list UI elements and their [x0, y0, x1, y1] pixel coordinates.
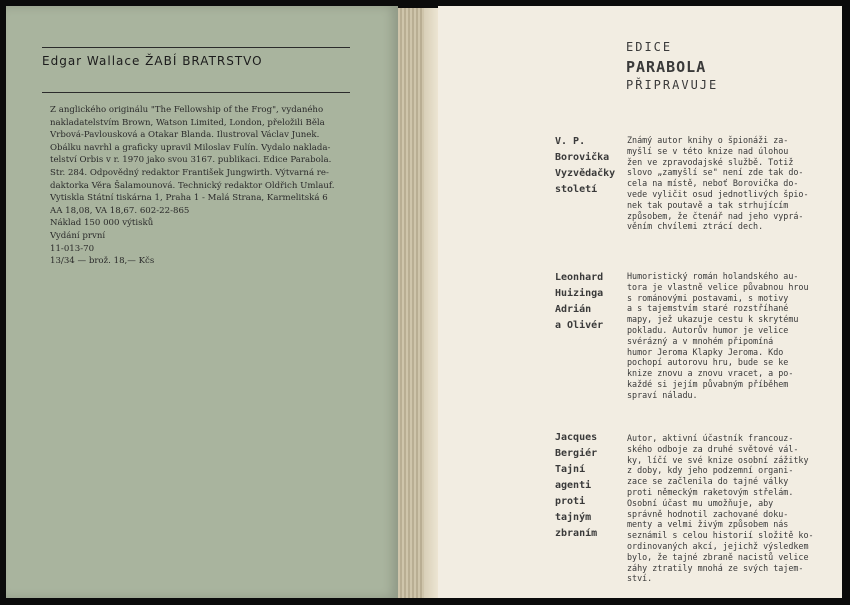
entry-desc-line: proti německým raketovým střelám.	[627, 486, 794, 497]
entry-title-line: proti	[555, 496, 586, 507]
pripravuje-label: PŘIPRAVUJE	[626, 78, 719, 92]
entry-desc-line: vede vyličit osud jednotlivých špio-	[627, 188, 809, 199]
entry-title-line: století	[555, 184, 598, 195]
imprint-line: Str. 284. Odpovědný redaktor František Jungwirth. Výtvarná re-	[50, 167, 329, 178]
imprint-line: Vydání první	[50, 230, 106, 241]
imprint-line: Vytiskla Státní tiskárna 1, Praha 1 - Malá Strana, Karmelitská 6	[50, 193, 328, 204]
entry-title-line: a Olivér	[555, 320, 604, 331]
entry-title-line: Jacques	[555, 432, 598, 443]
entry-desc-line: tora je vlastně velice půvabnou hrou	[627, 281, 809, 292]
entry-title-line: V. P.	[555, 136, 586, 147]
entry-desc-line: slovo „zamyšlí se" není zde tak do-	[627, 167, 804, 178]
entry-title-line: Bergiér	[555, 448, 598, 459]
entry-desc-line: svérázný a v mnohém připomíná	[627, 335, 774, 346]
entry-desc-line: Známý autor knihy o špionáži za-	[627, 135, 789, 145]
title-rule-top	[42, 47, 350, 48]
entry-title	[555, 134, 617, 198]
entry-desc-line: Osobní účast mu umožňuje, aby	[627, 497, 774, 508]
entry-desc-line: seznámil s celou historií složitě ko-	[627, 530, 814, 541]
entry-title-line: Borovička	[555, 152, 610, 163]
left-page	[6, 6, 398, 598]
entry-title-line: agenti	[555, 480, 592, 491]
entry-title	[555, 430, 617, 542]
edice-label: EDICE	[626, 40, 673, 54]
imprint-line: Náklad 150 000 výtisků	[50, 218, 154, 229]
entry-desc-line: nek tak poutavě a tak strhujícím	[627, 199, 789, 210]
entry-desc-line: s románovými postavami, s motivy	[627, 292, 789, 303]
entry-title-line: Tajní	[555, 464, 586, 475]
imprint-line: 13/34 — brož. 18,— Kčs	[50, 256, 155, 267]
title-rule-bottom	[42, 92, 350, 93]
imprint-line: AA 18,08, VA 18,67. 602-22-865	[50, 205, 190, 216]
imprint-line: telství Orbis v r. 1970 jako svou 3167. publikaci. Edice Parabola.	[50, 155, 332, 166]
book-title: Edgar Wallace ŽABÍ BRATRSTVO	[42, 54, 263, 68]
entry-desc-line: záhy ztratily mnohá ze svých tajem-	[627, 562, 804, 573]
imprint-block	[50, 104, 352, 268]
entry-description	[627, 271, 821, 401]
entry-desc-line: ordinovaných akcí, jejichž výsledkem	[627, 540, 809, 551]
entry-description	[627, 433, 821, 584]
entry-desc-line: bylo, že tajné zbraně nacistů velice	[627, 551, 809, 562]
entry-desc-line: ky, líčí ve své knize osobní zážitky	[627, 454, 809, 465]
entry-desc-line: zace se začlenila do tajné války	[627, 476, 789, 487]
entry-desc-line: žen ve zpravodajské službě. Totiž	[627, 156, 794, 167]
entry-desc-line: ství.	[627, 573, 653, 584]
imprint-line: nakladatelstvím Brown, Watson Limited, London, přeložili Běla	[50, 117, 325, 128]
entry-desc-line: pochopí autorovu hru, bude se ke	[627, 357, 789, 368]
entry-desc-line: každé si jejím půvabným příběhem	[627, 378, 789, 389]
series-name: PARABOLA	[626, 58, 707, 76]
entry-title-line: Leonhard	[555, 272, 604, 283]
imprint-line: Z anglického originálu "The Fellowship of the Frog", vydaného	[50, 105, 324, 115]
entry-title-line: Huizinga	[555, 288, 604, 299]
entry-desc-line: Humoristický román holandského au-	[627, 271, 799, 281]
entry-desc-line: správně hodnotil zachované doku-	[627, 508, 789, 519]
book-spine	[398, 8, 426, 598]
entry-desc-line: myšlí se v této knize nad úlohou	[627, 145, 789, 156]
entry-title-line: tajným	[555, 512, 592, 523]
entry-desc-line: menty a velmi živým způsobem nás	[627, 519, 789, 530]
entry-description	[627, 135, 821, 232]
entry-desc-line: mapy, jež ukazuje cestu k skrytému	[627, 314, 799, 325]
entry-desc-line: z doby, kdy jeho podzemní organi-	[627, 465, 794, 476]
entry-desc-line: cela na místě, neboť Borovička do-	[627, 178, 799, 189]
entry-desc-line: způsobem, že čtenář nad jeho vyprá-	[627, 210, 804, 221]
entry-desc-line: věním chvílemi ztrácí dech.	[627, 221, 764, 232]
imprint-line: Obálku navrhl a graficky upravil Miloslav Fulín. Vydalo naklada-	[50, 142, 331, 153]
imprint-line: 11-013-70	[50, 243, 95, 254]
series-heading	[626, 40, 718, 92]
entry-desc-line: a s tajemstvím staré rozstříhané	[627, 303, 789, 314]
entry-desc-line: knize znovu a znovu vracet, a po-	[627, 368, 794, 379]
entry-desc-line: ského odboje za druhé světové vál-	[627, 443, 799, 454]
entry-desc-line: spraví náladu.	[627, 389, 698, 400]
entry-desc-line: Autor, aktivní účastník francouz-	[627, 433, 794, 443]
entry-title-line: Vyzvědačky	[555, 168, 616, 179]
imprint-line: daktorka Věra Šalamounová. Technický redaktor Oldřich Umlauf.	[50, 180, 335, 191]
entry-title-line: Adrián	[555, 304, 592, 315]
entry-desc-line: humor Jeroma Klapky Jeroma. Kdo	[627, 346, 784, 357]
entry-title-line: zbraním	[555, 528, 598, 539]
entry-title	[555, 270, 617, 334]
imprint-line: Vrbová-Pavlousková a Otakar Blanda. Ilustroval Václav Junek.	[50, 130, 320, 141]
entry-desc-line: pokladu. Autorův humor je velice	[627, 324, 789, 335]
